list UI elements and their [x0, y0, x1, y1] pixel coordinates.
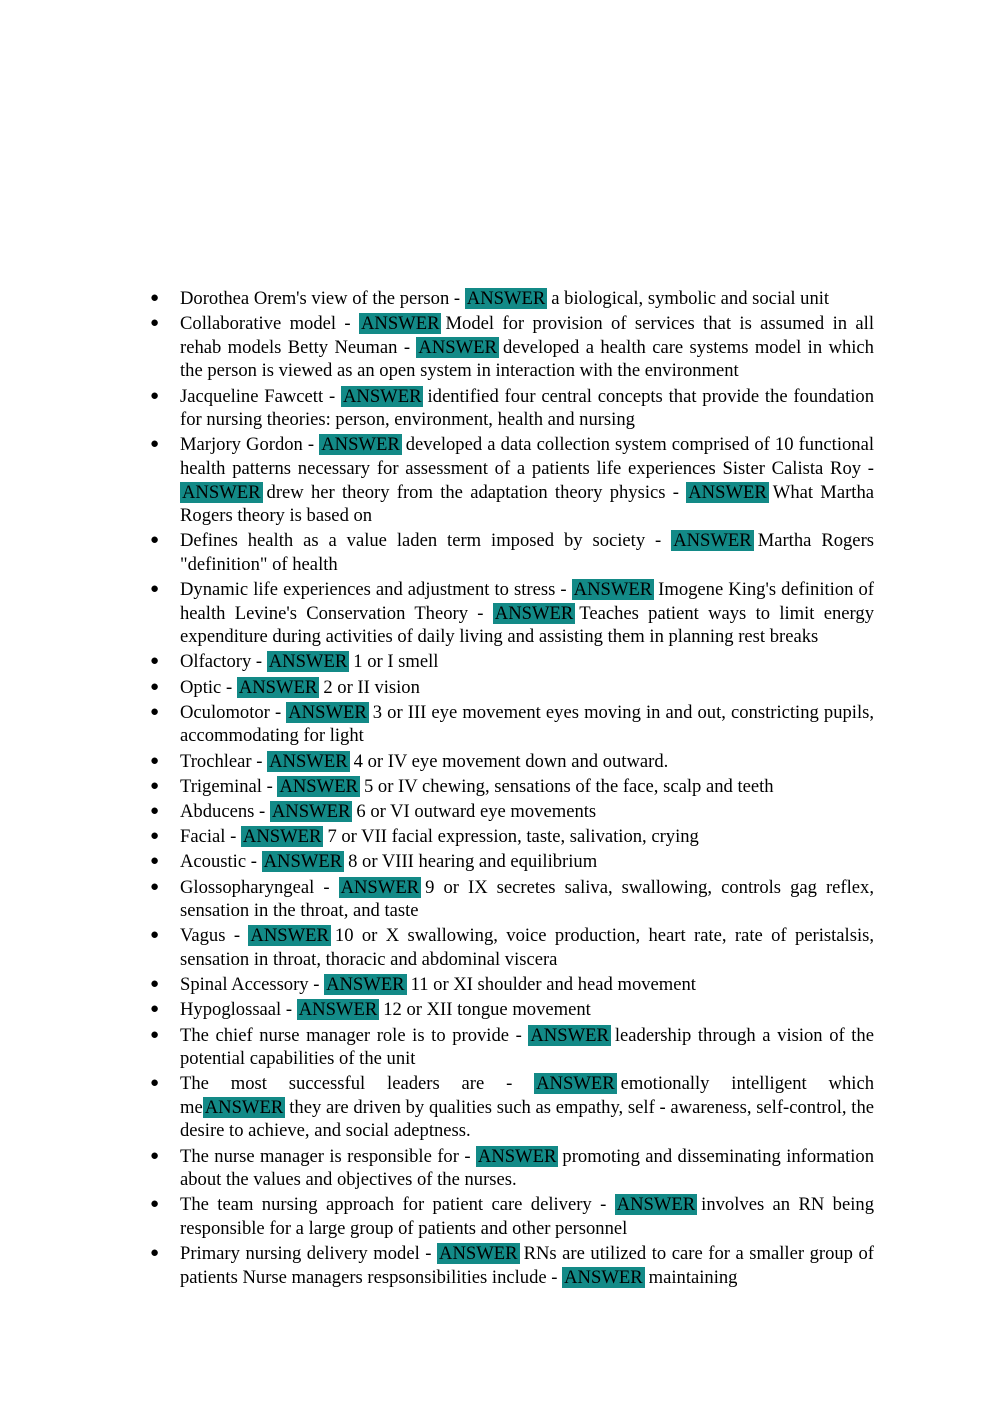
bullet-icon: ●: [150, 976, 160, 993]
bullet-icon: ●: [150, 387, 160, 404]
answer-highlight: ANSWER: [616, 1194, 696, 1216]
item-text: Glossopharyngeal -: [180, 876, 339, 898]
bullet-icon: ●: [150, 927, 160, 944]
list-item: [150, 1145, 874, 1192]
list-item: [150, 1024, 874, 1071]
item-text: Dynamic life experiences and adjustment to stress -: [180, 579, 572, 601]
answer-highlight: ANSWER: [573, 579, 653, 601]
answer-highlight: ANSWER: [321, 434, 400, 456]
bullet-icon: ●: [150, 1026, 160, 1043]
bullet-icon: ●: [150, 532, 160, 549]
item-text: Facial -: [180, 826, 241, 848]
list-item: [150, 676, 874, 700]
list-item: [150, 433, 874, 527]
item-text: Jacqueline Fawcett -: [180, 385, 341, 407]
answer-highlight: ANSWER: [182, 481, 261, 503]
item-text: Hypoglossaal -: [180, 999, 297, 1021]
answer-highlight: ANSWER: [530, 1024, 609, 1046]
item-text: Martha Rogers "definition" of health: [180, 530, 874, 575]
list-item: [150, 800, 874, 824]
bullet-icon: ●: [150, 1001, 160, 1018]
answer-highlight: ANSWER: [673, 530, 752, 552]
list-item: [150, 578, 874, 649]
item-text: The team nursing approach for patient care delivery -: [180, 1194, 615, 1216]
item-text: 2 or II vision: [323, 676, 420, 698]
bullet-icon: ●: [150, 1075, 160, 1092]
list-item: [150, 973, 874, 997]
list-item: [150, 1193, 874, 1240]
bullet-icon: ●: [150, 703, 160, 720]
list-item: [150, 312, 874, 383]
item-text: 11 or XI shoulder and head movement: [410, 974, 696, 996]
answer-highlight: ANSWER: [340, 876, 420, 898]
item-text: 3 or III eye movement eyes moving in and out, constricting pupils, accommodating for light: [180, 701, 874, 747]
item-text: 6 or VI outward eye movements: [356, 801, 597, 822]
answer-highlight: ANSWER: [204, 1096, 284, 1118]
item-text: Primary nursing delivery model -: [180, 1243, 438, 1265]
item-text: Acoustic -: [180, 851, 262, 873]
item-text: involves an RN being responsible for a large group of patients and other personnel: [180, 1194, 874, 1240]
answer-highlight: ANSWER: [494, 602, 574, 624]
answer-highlight: ANSWER: [271, 801, 351, 822]
item-text: Collaborative model -: [180, 313, 359, 335]
bullet-icon: ●: [150, 752, 160, 769]
item-text: Teaches patient ways to limit energy expenditure during activities of daily living and assisting them in planning rest breaks: [180, 602, 874, 648]
bullet-icon: ●: [150, 1245, 160, 1262]
bullet-icon: ●: [150, 828, 160, 845]
item-text: drew her theory from the adaptation theory physics -: [266, 481, 687, 503]
answer-highlight: ANSWER: [536, 1073, 615, 1095]
list-item: [150, 825, 874, 849]
item-text: 4 or IV eye movement down and outward.: [353, 750, 669, 772]
item-text: 7 or VII facial expression, taste, salivation, crying: [327, 826, 699, 848]
list-item: [150, 385, 874, 432]
item-text: maintaining: [648, 1266, 738, 1288]
item-text: identified four central concepts that provide the foundation for nursing theories: person, environment, health and nursing: [180, 385, 874, 431]
item-text: 1 or I smell: [353, 651, 439, 673]
answer-highlight: ANSWER: [439, 1243, 518, 1265]
list-item: [150, 850, 874, 874]
item-text: 12 or XII tongue movement: [383, 999, 591, 1021]
item-text: emotionally intelligent which me: [180, 1073, 874, 1118]
item-text: 10 or X swallowing, voice production, heart rate, rate of peristalsis, sensation in throat, thoracic and abdominal viscera: [180, 925, 875, 970]
item-text: Marjory Gordon -: [180, 434, 320, 456]
list-item: [150, 924, 874, 971]
answer-highlight: ANSWER: [418, 336, 497, 358]
item-text: developed a health care systems model in which the person is viewed as an open system in interaction with the environment: [180, 336, 874, 382]
item-text: RNs are utilized to care for a smaller group of patients Nurse managers respsonsibilities include -: [180, 1243, 875, 1288]
answer-highlight: ANSWER: [268, 651, 348, 673]
item-text: The nurse manager is responsible for -: [180, 1145, 476, 1167]
item-text: 5 or IV chewing, sensations of the face, scalp and teeth: [363, 775, 774, 797]
item-text: Oculomotor -: [180, 701, 287, 723]
list-item: [150, 1072, 874, 1143]
item-text: Imogene King's definition of health Levine's Conservation Theory -: [180, 579, 874, 624]
list-item: [150, 701, 874, 748]
item-text: leadership through a vision of the potential capabilities of the unit: [180, 1024, 874, 1070]
item-text: Trochlear -: [180, 750, 268, 772]
bullet-icon: ●: [150, 777, 160, 794]
bullet-icon: ●: [150, 315, 160, 332]
list-item: [150, 998, 874, 1022]
item-text: Dorothea Orem's view of the person -: [180, 288, 465, 309]
answer-highlight: ANSWER: [326, 974, 405, 996]
item-text: Model for provision of services that is assumed in all rehab models Betty Neuman -: [180, 313, 874, 358]
item-text: Olfactory -: [180, 651, 267, 673]
item-text: What Martha Rogers theory is based on: [180, 481, 875, 527]
item-text: Vagus -: [180, 925, 249, 947]
bullet-icon: ●: [150, 1196, 160, 1213]
answer-highlight: ANSWER: [477, 1145, 557, 1167]
bullet-icon: ●: [150, 581, 160, 598]
bullet-icon: ●: [150, 803, 160, 819]
list-item: [150, 775, 874, 799]
answer-highlight: ANSWER: [288, 701, 367, 723]
item-text: they are driven by qualities such as empathy, self - awareness, self-control, the desire to achieve, and social adeptness.: [180, 1096, 874, 1142]
answer-highlight: ANSWER: [466, 288, 546, 309]
list-item: [150, 1242, 874, 1289]
bullet-icon: ●: [150, 653, 160, 670]
item-text: Spinal Accessory -: [180, 974, 325, 996]
item-text: Trigeminal -: [180, 775, 278, 797]
list-item: [150, 287, 874, 311]
answer-highlight: ANSWER: [360, 313, 440, 335]
answer-highlight: ANSWER: [263, 851, 343, 873]
item-text: Abducens -: [180, 801, 270, 822]
item-text: The chief nurse manager role is to provide -: [180, 1024, 529, 1046]
answer-highlight: ANSWER: [279, 775, 358, 797]
bullet-icon: ●: [150, 678, 160, 695]
answer-highlight: ANSWER: [238, 676, 318, 698]
item-text: Defines health as a value laden term imposed by society -: [180, 530, 672, 552]
bullet-icon: ●: [150, 1147, 160, 1164]
answer-highlight: ANSWER: [242, 826, 322, 848]
item-text: 9 or IX secretes saliva, swallowing, controls gag reflex, sensation in the throat, and taste: [180, 876, 874, 922]
list-item: [150, 650, 874, 674]
item-text: The most successful leaders are -: [180, 1073, 535, 1095]
item-text: developed a data collection system comprised of 10 functional health patterns necessary for assessment of a patients life experiences Sister Calista Roy -: [180, 434, 875, 479]
list-item: [150, 876, 874, 923]
item-text: Optic -: [180, 676, 237, 698]
bullet-icon: ●: [150, 290, 160, 306]
answer-highlight: ANSWER: [269, 750, 348, 772]
answer-highlight: ANSWER: [250, 925, 329, 947]
answer-highlight: ANSWER: [298, 999, 378, 1021]
item-text: a biological, symbolic and social unit: [551, 288, 830, 309]
answer-highlight: ANSWER: [342, 385, 422, 407]
answer-highlight: ANSWER: [564, 1266, 643, 1288]
bullet-icon: ●: [150, 878, 160, 895]
answer-highlight: ANSWER: [688, 481, 767, 503]
list-item: [150, 750, 874, 774]
bullet-icon: ●: [150, 853, 160, 870]
item-text: promoting and disseminating information about the values and objectives of the nurses.: [180, 1145, 874, 1191]
qa-list: [150, 287, 874, 1291]
item-text: 8 or VIII hearing and equilibrium: [348, 851, 598, 873]
bullet-icon: ●: [150, 436, 160, 453]
list-item: [150, 529, 874, 576]
